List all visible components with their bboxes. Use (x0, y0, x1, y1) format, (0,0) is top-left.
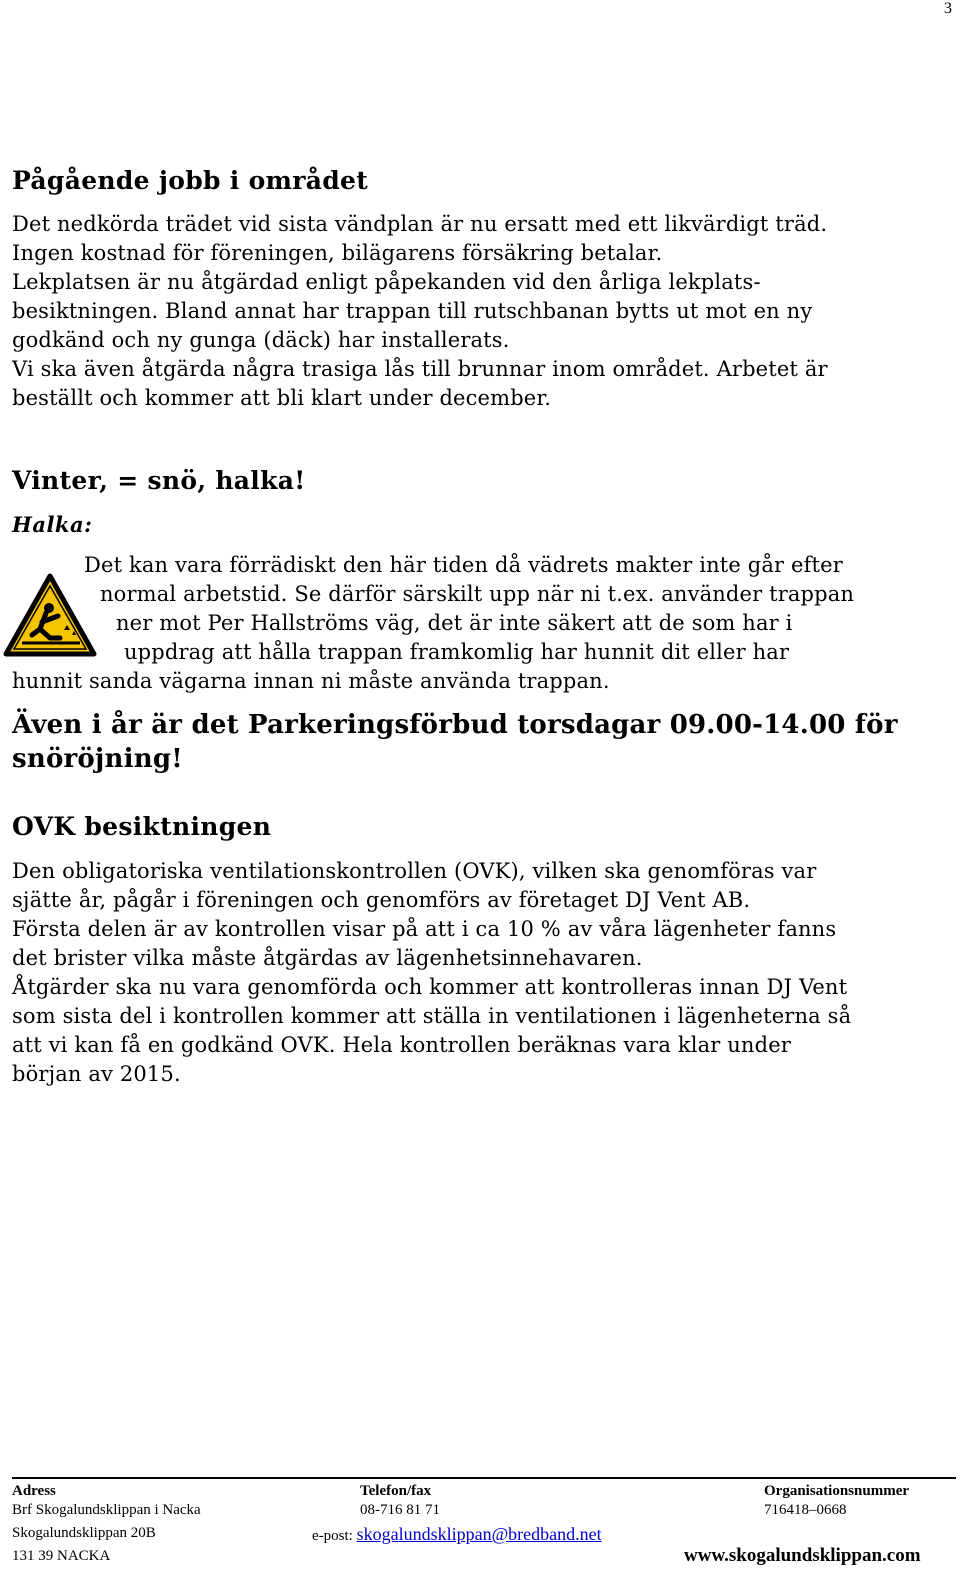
ongoing-work-paragraph (12, 210, 828, 413)
parking-ban-notice (12, 708, 898, 776)
footer-address-line: 131 39 NACKA (12, 1548, 111, 1564)
paragraph-line: att vi kan få en godkänd OVK. Hela kontrollen beräknas vara klar under (12, 1033, 791, 1057)
paragraph-line: Ingen kostnad för föreningen, bilägarens försäkring betalar. (12, 241, 663, 265)
notice-line: snöröjning! (12, 744, 183, 774)
footer-address-label: Adress (12, 1483, 56, 1499)
paragraph-line: som sista del i kontrollen kommer att ställa in ventilationen i lägenheterna så (12, 1004, 852, 1028)
footer-org-label: Organisationsnummer (764, 1483, 910, 1499)
footer-address-line: Brf Skogalundsklippan i Nacka (12, 1502, 201, 1518)
ovk-paragraph (12, 857, 851, 1089)
halka-text-line: Det kan vara förrädiskt den här tiden då vädrets makter inte går efter (84, 553, 843, 577)
halka-text-line: uppdrag att hålla trappan framkomlig har hunnit dit eller har (124, 640, 790, 664)
notice-line: Även i år är det Parkeringsförbud torsdagar 09.00-14.00 för (12, 710, 898, 740)
halka-text-line: hunnit sanda vägarna innan ni måste använda trappan. (12, 669, 610, 693)
paragraph-line: besiktningen. Bland annat har trappan till rutschbanan bytts ut mot en ny (12, 299, 813, 323)
halka-text-line: ner mot Per Hallströms väg, det är inte säkert att de som har i (116, 611, 793, 635)
paragraph-line: början av 2015. (12, 1062, 181, 1086)
paragraph-line: beställt och kommer att bli klart under december. (12, 386, 552, 410)
footer-email (312, 1524, 602, 1545)
paragraph-line: sjätte år, pågår i föreningen och genomförs av företaget DJ Vent AB. (12, 888, 751, 912)
footer-email-link[interactable]: skogalundsklippan@bredband.net (356, 1524, 602, 1544)
section-heading-ovk: OVK besiktningen (12, 812, 272, 841)
paragraph-line: det brister vilka måste åtgärdas av lägenhetsinnehavaren. (12, 946, 643, 970)
paragraph-line: Första delen är av kontrollen visar på att i ca 10 % av våra lägenheter fanns (12, 917, 837, 941)
paragraph-line: Det nedkörda trädet vid sista vändplan är nu ersatt med ett likvärdigt träd. (12, 212, 828, 236)
footer-phone-label: Telefon/fax (360, 1483, 432, 1499)
paragraph-line: godkänd och ny gunga (däck) har installerats. (12, 328, 510, 352)
footer-address-line: Skogalundsklippan 20B (12, 1525, 156, 1541)
section-heading-ongoing-work: Pågående jobb i området (12, 166, 369, 195)
halka-text-line: normal arbetstid. Se därför särskilt upp när ni t.ex. använder trappan (100, 582, 855, 606)
slippery-warning-icon (2, 572, 98, 658)
footer-divider (12, 1477, 956, 1479)
footer-email-prefix: e-post: (312, 1528, 353, 1544)
footer-phone-value: 08-716 81 71 (360, 1502, 440, 1518)
section-heading-winter: Vinter, = snö, halka! (12, 466, 306, 495)
paragraph-line: Den obligatoriska ventilationskontrollen (OVK), vilken ska genomföras var (12, 859, 817, 883)
page-number: 3 (944, 0, 952, 17)
halka-label: Halka: (12, 512, 93, 537)
paragraph-line: Vi ska även åtgärda några trasiga lås till brunnar inom området. Arbetet är (12, 357, 828, 381)
paragraph-line: Lekplatsen är nu åtgärdad enligt påpekanden vid den årliga lekplats- (12, 270, 761, 294)
footer-org-value: 716418–0668 (764, 1502, 847, 1518)
footer-website[interactable]: www.skogalundsklippan.com (684, 1545, 921, 1566)
paragraph-line: Åtgärder ska nu vara genomförda och kommer att kontrolleras innan DJ Vent (12, 975, 848, 999)
